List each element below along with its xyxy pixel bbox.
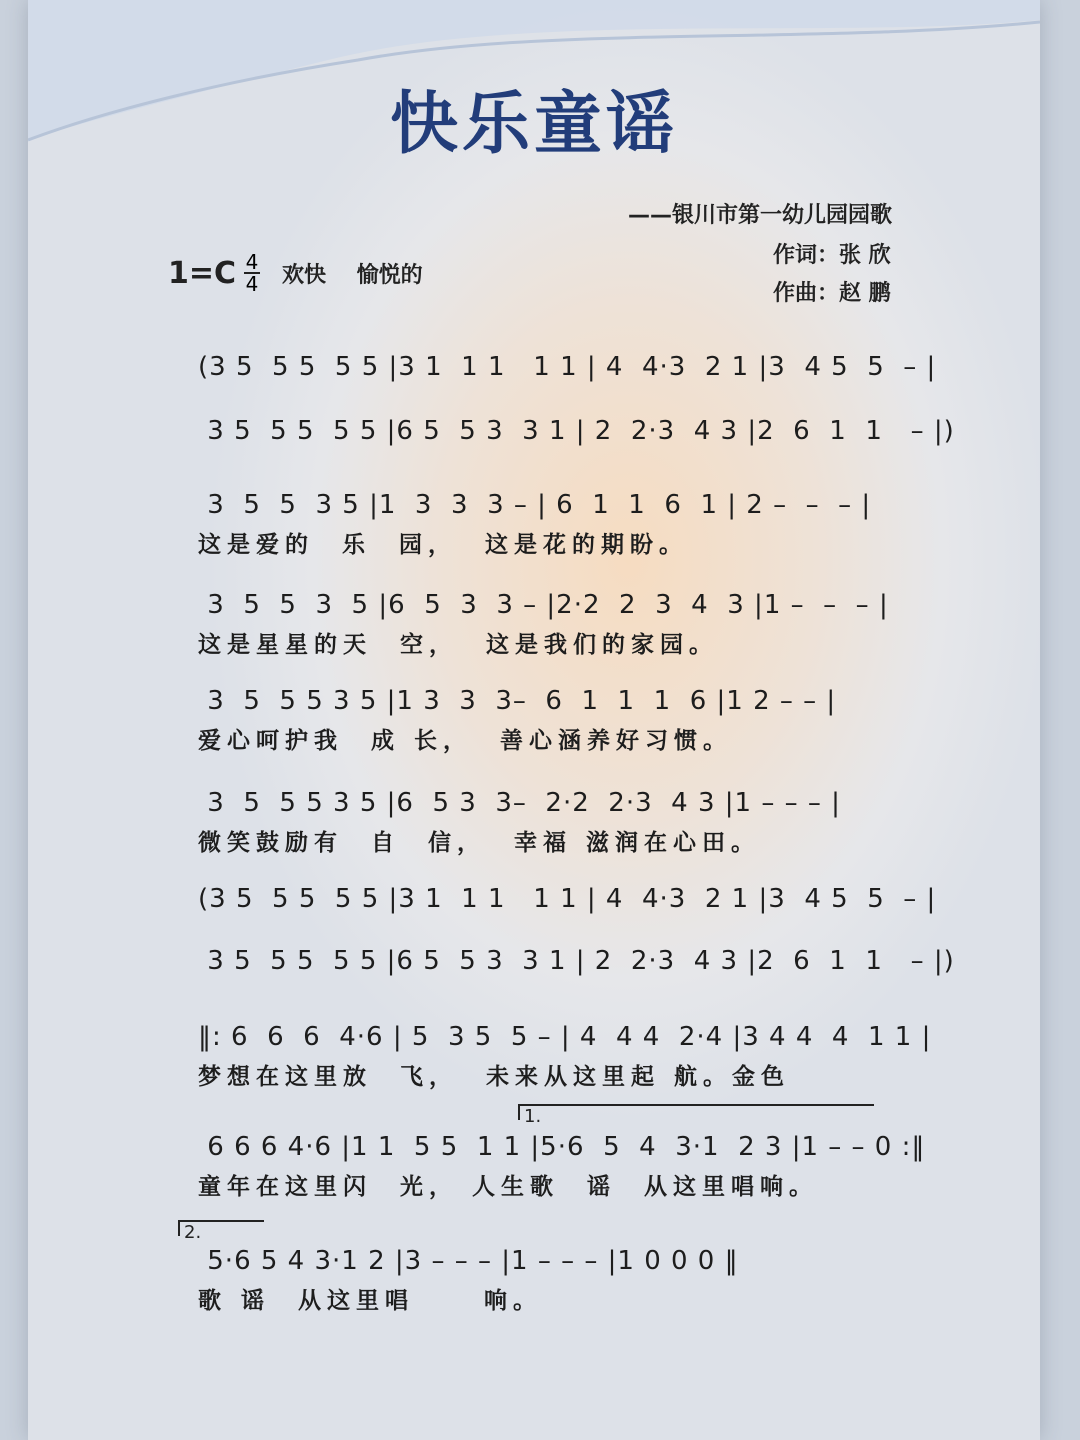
notes-row: 5·6 5 4 3·1 2 |3 – – – |1 – – – |1 0 0 0 ‖ — [198, 1246, 739, 1276]
lyrics-row: 歌 谣 从这里唱 响。 — [198, 1288, 543, 1314]
song-title: 快乐童谣 — [389, 85, 678, 164]
refrain-line-1 — [198, 1020, 932, 1092]
notes-row: 3 5 5 5 3 5 |1 3 3 3– 6 1 1 1 6 |1 2 – – | — [198, 686, 837, 716]
interlude-line-1 — [198, 882, 937, 916]
score-board — [28, 0, 1040, 1440]
time-top: 4 — [245, 250, 259, 274]
verse-line-1 — [198, 488, 928, 560]
interlude-line-2 — [198, 944, 955, 978]
verse-line-3 — [198, 684, 928, 756]
volta-bracket-2 — [178, 1220, 264, 1243]
subtitle: ——银川市第一幼儿园园歌 — [628, 203, 893, 228]
volta-label: 2. — [184, 1222, 202, 1243]
lyrics-row: 这是爱的 乐 园， 这是花的期盼。 — [198, 532, 689, 558]
notes-row: (3 5 5 5 5 5 |3 1 1 1 1 1 | 4 4·3 2 1 |3 4 5 5 – | — [198, 884, 937, 914]
lyrics-row: 这是星星的天 空， 这是我们的家园。 — [198, 632, 719, 658]
intro-line-2 — [198, 414, 955, 448]
notes-row: 3 5 5 3 5 |1 3 3 3 – | 6 1 1 6 1 | 2 – – – | — [198, 490, 872, 520]
volta-label: 1. — [524, 1106, 542, 1127]
time-signature — [244, 252, 260, 294]
lyrics-row: 爱心呵护我 成 长， 善心涵养好习惯。 — [198, 728, 733, 754]
notes-row: 3 5 5 3 5 |6 5 3 3 – |2·2 2 3 4 3 |1 – – – | — [198, 590, 889, 620]
lyrics-row: 童年在这里闪 光， 人生歌 谣 从这里唱响。 — [198, 1174, 819, 1200]
key-signature — [168, 252, 423, 294]
lyrics-row: 微笑鼓励有 自 信， 幸福 滋润在心田。 — [198, 830, 761, 856]
time-bottom: 4 — [245, 272, 259, 296]
intro-line-1 — [198, 350, 937, 384]
notes-row: ‖: 6 6 6 4·6 | 5 3 5 5 – | 4 4 4 2·4 |3 4 4 4 1 1 | — [198, 1022, 932, 1052]
key-label: 1=C — [168, 255, 237, 291]
lyrics-row: 梦想在这里放 飞， 未来从这里起 航。金色 — [198, 1064, 791, 1090]
notes-row: (3 5 5 5 5 5 |3 1 1 1 1 1 | 4 4·3 2 1 |3 4 5 5 – | — [198, 352, 937, 382]
notes-row: 3 5 5 5 5 5 |6 5 5 3 3 1 | 2 2·3 4 3 |2 6 1 1 – |) — [198, 946, 955, 976]
notes-row: 3 5 5 5 5 5 |6 5 5 3 3 1 | 2 2·3 4 3 |2 6 1 1 – |) — [198, 416, 955, 446]
tempo-marking: 欢快 愉悦的 — [282, 262, 423, 288]
notes-row: 3 5 5 5 3 5 |6 5 3 3– 2·2 2·3 4 3 |1 – – – | — [198, 788, 841, 818]
lyricist: 作词：张 欣 — [773, 243, 891, 268]
verse-line-4 — [198, 786, 928, 858]
verse-line-2 — [198, 588, 928, 660]
ending-line — [198, 1244, 928, 1316]
notes-row: 6 6 6 4·6 |1 1 5 5 1 1 |5·6 5 4 3·1 2 3 |1 – – 0 :‖ — [198, 1132, 926, 1162]
refrain-line-2 — [198, 1130, 928, 1202]
volta-bracket-1 — [518, 1104, 874, 1127]
composer: 作曲：赵 鹏 — [773, 281, 891, 306]
